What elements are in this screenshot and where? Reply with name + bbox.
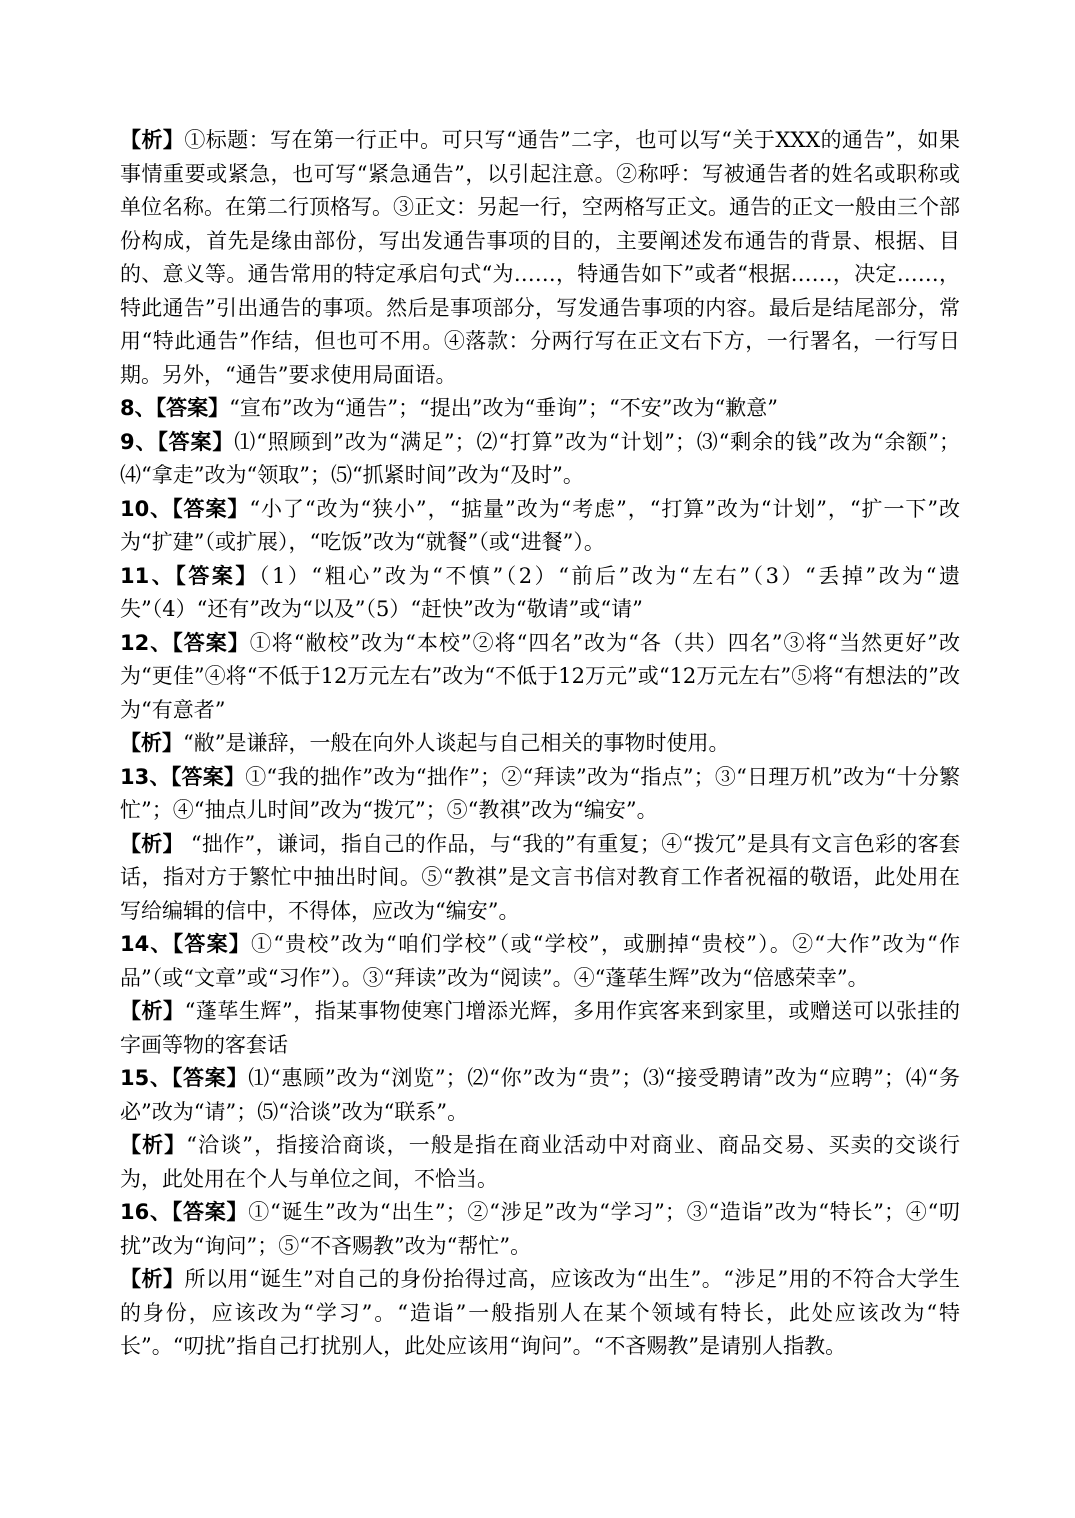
paragraph-text: （1）“粗心”改为“不慎”（2）“前后”改为“左右”（3）“丢掉”改为“遗失”（4）“还有”改为“以及”（5）“赶快”改为“敬请”或“请” xyxy=(120,563,960,621)
answer-paragraph-12 xyxy=(120,627,960,728)
paragraph-text: ①“贵校”改为“咱们学校”（或“学校”，或删掉“贵校”）。②“大作”改为“作品”（或“文章”或“习作”）。③“拜读”改为“阅读”。④“蓬荜生辉”改为“倍感荣幸”。 xyxy=(120,932,960,990)
analysis-paragraph-12 xyxy=(120,727,960,761)
paragraph-text: “拙作”，谦词，指自己的作品，与“我的”有重复；④“拨冗”是具有文言色彩的客套话，指对方于繁忙中抽出时间。⑤“教祺”是文言书信对教育工作者祝福的敬语，此处用在写给编辑的信中，不得体，应改为“编安”。 xyxy=(120,831,960,923)
answer-paragraph-9 xyxy=(120,426,960,493)
paragraph-text: ⑴“惠顾”改为“浏览”；⑵“你”改为“贵”；⑶“接受聘请”改为“应聘”；⑷“务必”改为“请”；⑸“洽谈”改为“联系”。 xyxy=(120,1066,960,1124)
analysis-label: 【析】 xyxy=(120,731,183,755)
analysis-label: 【析】 xyxy=(120,1267,185,1291)
paragraph-text: “宣布”改为“通告”；“提出”改为“垂询”；“不安”改为“歉意” xyxy=(229,396,778,420)
answer-label: 10、【答案】 xyxy=(120,496,250,521)
analysis-paragraph-14 xyxy=(120,995,960,1062)
answer-paragraph-14 xyxy=(120,928,960,995)
answer-paragraph-8 xyxy=(120,392,960,426)
paragraph-text: “洽谈”，指接洽商谈，一般是指在商业活动中对商业、商品交易、买卖的交谈行为，此处用在个人与单位之间，不恰当。 xyxy=(120,1133,961,1191)
paragraph-text: “敝”是谦辞，一般在向外人谈起与自己相关的事物时使用。 xyxy=(183,731,730,755)
paragraph-text: ①将“敝校”改为“本校”②将“四名”改为“各（共）四名”③将“当然更好”改为“更佳”④将“不低于12万元左右”改为“不低于12万元”或“12万元左右”⑤将“有想法的”改为“有意者” xyxy=(120,630,960,722)
answer-paragraph-16 xyxy=(120,1196,960,1263)
paragraph-text: “蓬荜生辉”，指某事物使寒门增添光辉，多用作宾客来到家里，或赠送可以张挂的字画等物的客套话 xyxy=(120,999,961,1057)
answer-label: 16、【答案】 xyxy=(120,1200,249,1224)
analysis-label: 【析】 xyxy=(120,1133,187,1157)
answer-paragraph-15 xyxy=(120,1062,960,1129)
answer-label: 11、【答案】 xyxy=(120,563,259,588)
answer-paragraph-11 xyxy=(120,560,960,627)
answer-label: 8、【答案】 xyxy=(120,396,230,420)
paragraph-text: ①“我的拙作”改为“拙作”；②“拜读”改为“指点”；③“日理万机”改为“十分繁忙”；④“抽点儿时间”改为“拨冗”；⑤“教祺”改为“编安”。 xyxy=(120,764,960,822)
answer-paragraph-10 xyxy=(120,493,960,560)
document-body xyxy=(120,124,960,1364)
answer-label: 12、【答案】 xyxy=(120,630,250,655)
paragraph-text: ①标题：写在第一行正中。可只写“通告”二字，也可以写“关于XXX的通告”，如果事情重要或紧急，也可写“紧急通告”，以引起注意。②称呼：写被通告者的姓名或职称或单位名称。在第二行顶格写。③正文：另起一行，空两格写正文。通告的正文一般由三个部份构成，首先是缘由部份，写出发通告事项的目的，主要阐述发布通告的背景、根据、目的、意义等。通告常用的特定承启句式“为……，特通告如下”或者“根据……，决定……，特此通告”引出通告的事项。然后是事项部分，写发通告事项的内容。最后是结尾部分，常用“特此通告”作结，但也可不用。④落款：分两行写在正文右下方，一行署名，一行写日期。另外，“通告”要求使用局面语。 xyxy=(120,128,960,387)
answer-paragraph-13 xyxy=(120,761,960,828)
paragraph-text: “小了“改为“狭小”，“掂量”改为“考虑”，“打算”改为“计划”，“扩一下”改为“扩建”（或扩展），“吃饭”改为“就餐”（或“进餐”）。 xyxy=(120,496,960,554)
paragraph-text: 所以用“诞生”对自己的身份抬得过高，应该改为“出生”。“涉足”用的不符合大学生的身份，应该改为“学习”。“造诣”一般指别人在某个领域有特长，此处应该改为“特长”。“叨扰”指自己打扰别人，此处应该用“询问”。“不吝赐教”是请别人指教。 xyxy=(120,1267,960,1358)
answer-label: 9、【答案】 xyxy=(120,429,235,454)
analysis-label: 【析】 xyxy=(120,999,185,1023)
answer-label: 14、【答案】 xyxy=(120,932,252,956)
analysis-label: 【析】 xyxy=(120,831,184,856)
analysis-label: 【析】 xyxy=(120,128,185,152)
analysis-paragraph-13 xyxy=(120,828,960,929)
paragraph-text: ①“诞生”改为“出生”；②“涉足”改为“学习”；③“造诣”改为“特长”；④“叨扰”改为“询问”；⑤“不吝赐教”改为“帮忙”。 xyxy=(120,1200,960,1258)
analysis-paragraph-notice-format xyxy=(120,124,960,392)
paragraph-text: ⑴“照顾到”改为“满足”；⑵“打算”改为“计划”；⑶“剩余的钱”改为“余额”；⑷“拿走”改为“领取”；⑸“抓紧时间”改为“及时”。 xyxy=(120,429,960,487)
answer-label: 15、【答案】 xyxy=(120,1066,249,1090)
answer-label: 13、【答案】 xyxy=(120,764,246,789)
analysis-paragraph-16 xyxy=(120,1263,960,1364)
analysis-paragraph-15 xyxy=(120,1129,960,1196)
